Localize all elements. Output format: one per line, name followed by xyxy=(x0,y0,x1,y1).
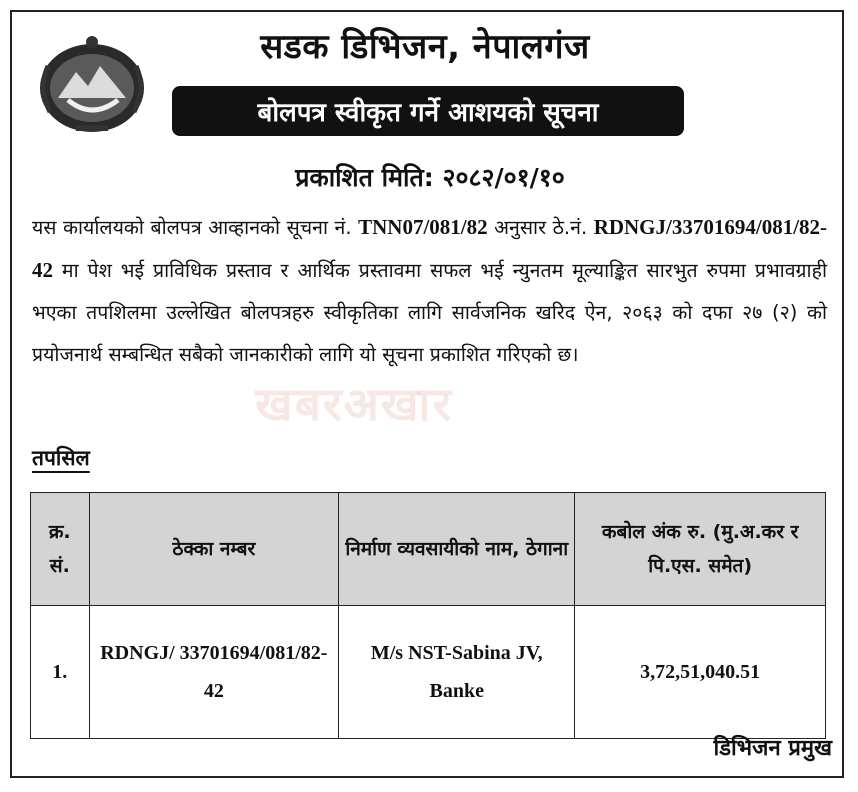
body-text-2: अनुसार ठे.नं. xyxy=(494,216,588,239)
cell-contract-no: RDNGJ/ 33701694/081/82-42 xyxy=(89,606,339,739)
column-header-bid-amount: कबोल अंक रु. (मु.अ.कर र पि.एस. समेत) xyxy=(575,493,826,606)
office-name: सडक डिभिजन, नेपालगंज xyxy=(260,27,590,67)
column-header-contractor: निर्माण व्यवसायीको नाम, ठेगाना xyxy=(339,493,575,606)
notice-body xyxy=(32,206,827,376)
cell-serial: 1. xyxy=(31,606,90,739)
nepal-government-emblem-icon xyxy=(28,28,156,138)
notice-number: TNN07/081/82 xyxy=(358,215,488,239)
table-row xyxy=(31,606,826,739)
published-date-line xyxy=(150,160,710,194)
column-header-contract-no: ठेक्का नम्बर xyxy=(89,493,339,606)
section-title: तपसिल xyxy=(32,446,90,470)
watermark-text: खबरअखार xyxy=(255,377,454,431)
published-date-label: प्रकाशित मिति: xyxy=(295,163,434,192)
notice-title-banner xyxy=(172,86,684,136)
body-text-3: मा पेश भई प्राविधिक प्रस्ताव र आर्थिक प्रस्तावमा सफल भई न्युनतम मूल्याङ्कित सारभुत रुपमा प्रभावग्राही भएका तपशिलमा उल्लेखित बोलपत्रहरु स्वीकृतिका लागि सार्वजनिक खरिद ऐन, २०६३ को दफा २७ (२) को प्रयोजनार्थ सम्बन्धित सबैको जानकारीको लागि यो सूचना प्रकाशित गरिएको छ। xyxy=(32,259,827,366)
body-text-1: यस कार्यालयको बोलपत्र आव्हानको सूचना नं. xyxy=(32,216,352,239)
table-header-row xyxy=(31,493,826,606)
signature-title: डिभिजन प्रमुख xyxy=(713,736,832,761)
details-table xyxy=(30,492,826,739)
published-date: २०८२/०१/१० xyxy=(442,163,565,192)
cell-bid-amount: 3,72,51,040.51 xyxy=(575,606,826,739)
cell-contractor: M/s NST-Sabina JV, Banke xyxy=(339,606,575,739)
notice-title: बोलपत्र स्वीकृत गर्ने आशयको सूचना xyxy=(257,98,599,128)
column-header-serial: क्र. सं. xyxy=(31,493,90,606)
contract-number: RDNGJ/33701694/081/82-42 xyxy=(32,215,828,282)
